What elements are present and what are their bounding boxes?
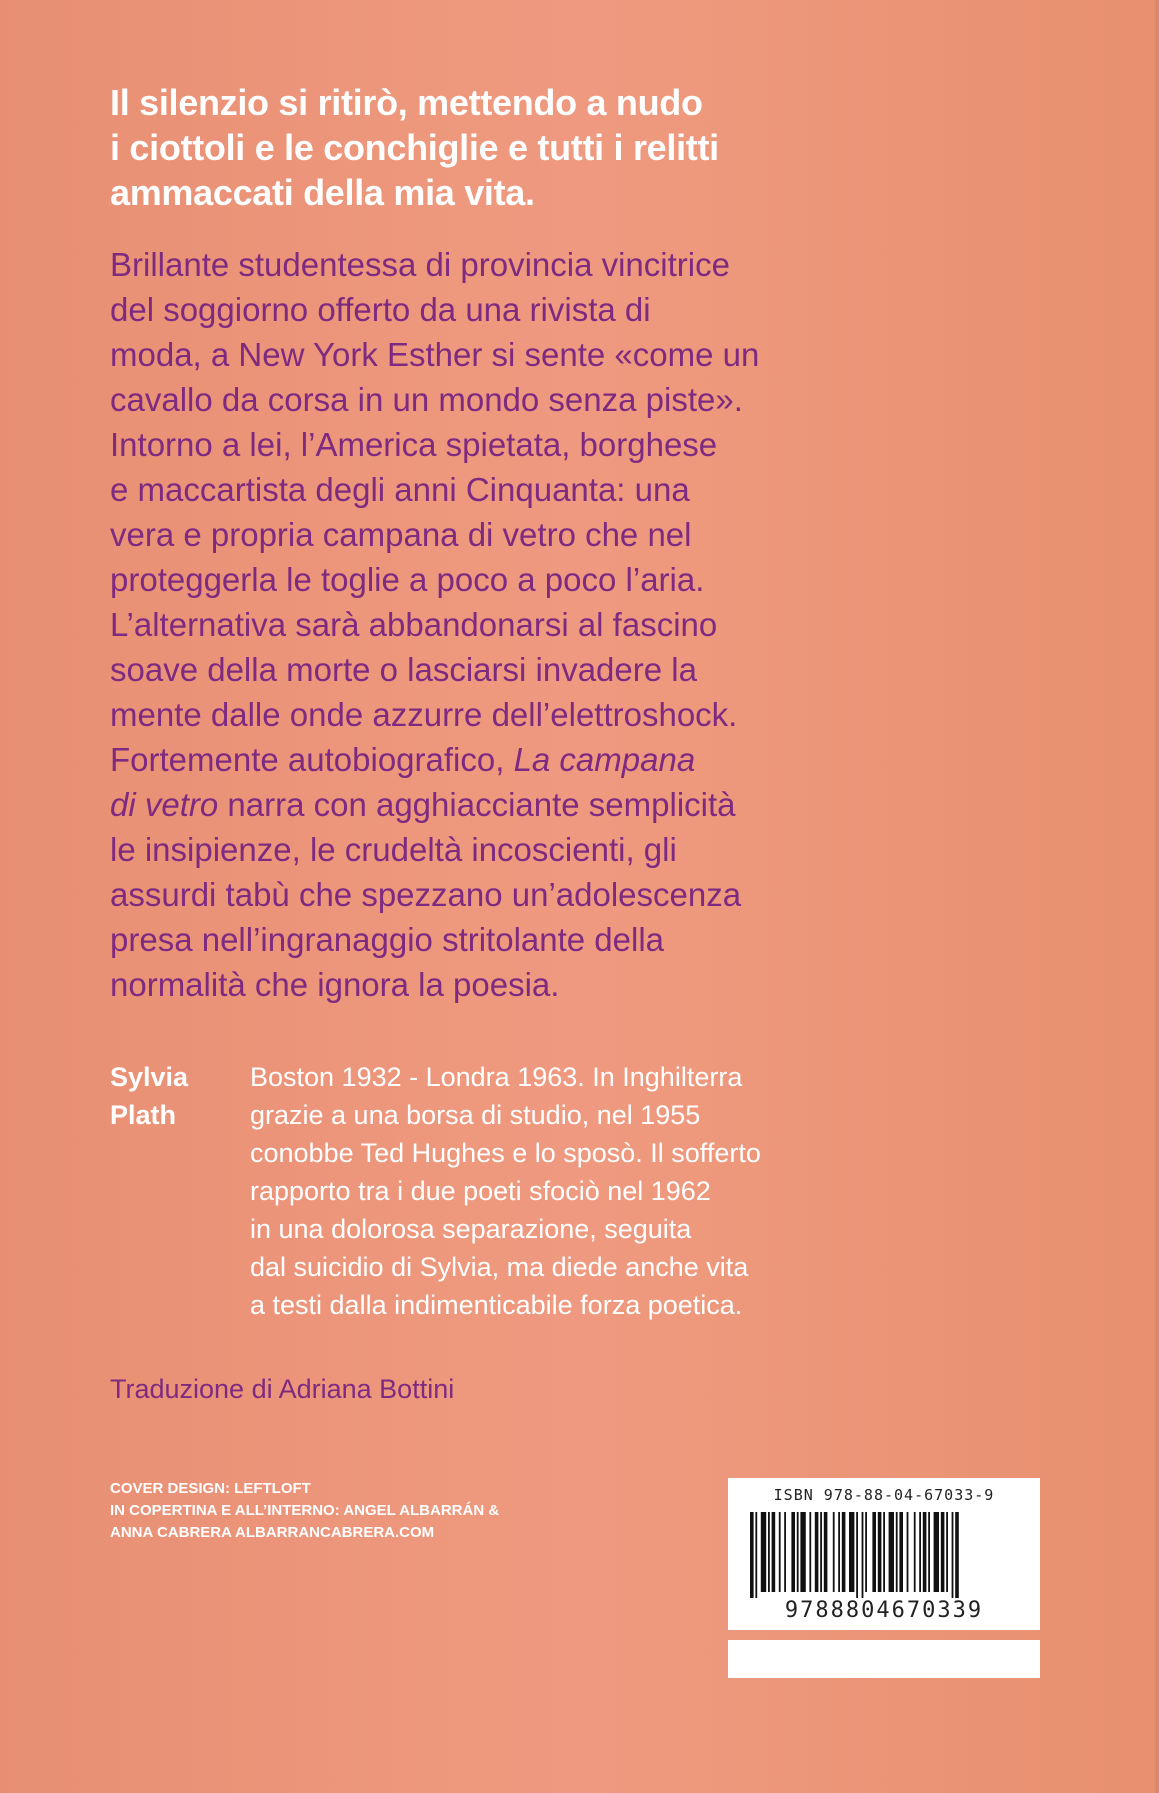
barcode-bar bbox=[865, 1512, 867, 1592]
blurb-line: Intorno a lei, l’America spietata, borghese bbox=[110, 426, 718, 463]
author-name bbox=[110, 1058, 240, 1134]
barcode-bar bbox=[862, 1512, 864, 1598]
barcode-bar bbox=[842, 1512, 846, 1592]
blurb-line: vera e propria campana di vetro che nel bbox=[110, 516, 692, 553]
barcode-bar bbox=[824, 1512, 828, 1592]
barcode-bar bbox=[934, 1512, 939, 1592]
barcode-bar bbox=[896, 1512, 898, 1592]
blurb-line bbox=[110, 737, 1110, 782]
bio-line: grazie a una borsa di studio, nel 1955 bbox=[250, 1100, 701, 1130]
pull-quote bbox=[110, 80, 1090, 215]
barcode-bar bbox=[883, 1512, 885, 1592]
barcode-bar bbox=[899, 1512, 903, 1592]
author-last-name: Plath bbox=[110, 1100, 177, 1130]
quote-line: i ciottoli e le conchiglie e tutti i relitti bbox=[110, 127, 719, 168]
bio-line: in una dolorosa separazione, seguita bbox=[250, 1214, 692, 1244]
barcode-bar bbox=[889, 1512, 894, 1592]
blurb-line: L’alternativa sarà abbandonarsi al fascino bbox=[110, 606, 718, 643]
barcode-bar bbox=[800, 1512, 805, 1592]
blurb-line: del soggiorno offerto da una rivista di bbox=[110, 291, 651, 328]
isbn-label: ISBN 978-88-04-67033-9 bbox=[773, 1486, 995, 1504]
blurb-line: soave della morte o lasciarsi invadere la bbox=[110, 651, 697, 688]
blurb-line: proteggerla le toglie a poco a poco l’aria. bbox=[110, 561, 705, 598]
barcode-bar bbox=[955, 1512, 959, 1598]
barcode-bar bbox=[809, 1512, 811, 1592]
credit-line: IN COPERTINA E ALL’INTERNO: ANGEL ALBARRÁN & bbox=[110, 1502, 500, 1519]
barcode-bar bbox=[946, 1512, 948, 1592]
barcode-bar bbox=[838, 1512, 840, 1592]
blurb-line: e maccartista degli anni Cinquanta: una bbox=[110, 471, 690, 508]
barcode-bar bbox=[919, 1512, 921, 1592]
translation-credit: Traduzione di Adriana Bottini bbox=[110, 1374, 455, 1404]
blurb-line: normalità che ignora la poesia. bbox=[110, 966, 560, 1003]
barcode-bar bbox=[849, 1512, 854, 1592]
cover-edge bbox=[1155, 0, 1159, 1793]
barcode-bar bbox=[768, 1512, 770, 1592]
barcode-bar bbox=[952, 1512, 954, 1598]
credit-line: ANNA CABRERA ALBARRANCABRERA.COM bbox=[110, 1524, 435, 1541]
bio-line: a testi dalla indimenticabile forza poetica. bbox=[250, 1290, 743, 1320]
blurb-line bbox=[110, 782, 1110, 827]
blurb-line: assurdi tabù che spezzano un’adolescenza bbox=[110, 876, 742, 913]
blurb-line: moda, a New York Esther si sente «come un bbox=[110, 336, 760, 373]
barcode-bar bbox=[923, 1512, 927, 1592]
barcode-bar bbox=[914, 1512, 916, 1592]
barcode-bar bbox=[833, 1512, 835, 1592]
barcode-bar bbox=[755, 1512, 757, 1598]
design-credits bbox=[110, 1478, 499, 1544]
barcode-bar bbox=[750, 1512, 754, 1598]
barcode-bar bbox=[820, 1512, 822, 1592]
barcode-bar bbox=[878, 1512, 882, 1592]
barcode-bar bbox=[907, 1512, 909, 1592]
barcode-bar bbox=[872, 1512, 876, 1592]
book-title-italic: La campana bbox=[513, 741, 696, 778]
bio-line: rapporto tra i due poeti sfociò nel 1962 bbox=[250, 1176, 711, 1206]
barcode-bar bbox=[928, 1512, 930, 1592]
bio-line: conobbe Ted Hughes e lo sposò. Il sofferto bbox=[250, 1138, 761, 1168]
barcode-icon bbox=[748, 1512, 1020, 1598]
bio-line: Boston 1932 - Londra 1963. In Inghilterra bbox=[250, 1062, 743, 1092]
barcode-bar bbox=[941, 1512, 945, 1592]
book-title-italic: di vetro bbox=[110, 786, 219, 823]
blurb-line: presa nell’ingranaggio stritolante della bbox=[110, 921, 665, 958]
blurb-paragraph bbox=[110, 242, 1110, 1007]
barcode-bar bbox=[797, 1512, 799, 1592]
barcode-bar bbox=[779, 1512, 781, 1592]
barcode-box bbox=[728, 1478, 1040, 1630]
barcode-bar bbox=[791, 1512, 795, 1592]
barcode-bar bbox=[784, 1512, 786, 1592]
quote-line: Il silenzio si ritirò, mettendo a nudo bbox=[110, 82, 703, 123]
barcode-bar bbox=[761, 1512, 766, 1592]
blurb-line: le insipienze, le crudeltà incoscienti, gli bbox=[110, 831, 677, 868]
price-sticker-box bbox=[728, 1640, 1040, 1678]
blurb-line: Brillante studentessa di provincia vincitrice bbox=[110, 246, 730, 283]
quote-line: ammaccati della mia vita. bbox=[110, 172, 535, 213]
blurb-text: Fortemente autobiografico, bbox=[110, 741, 514, 778]
barcode-bar bbox=[856, 1512, 858, 1598]
author-first-name: Sylvia bbox=[110, 1062, 189, 1092]
blurb-line: mente dalle onde azzurre dell’elettroshock. bbox=[110, 696, 738, 733]
credit-line: COVER DESIGN: LEFTLOFT bbox=[110, 1480, 311, 1497]
barcode-digits: 9788804670339 bbox=[784, 1598, 984, 1623]
blurb-line: cavallo da corsa in un mondo senza piste». bbox=[110, 381, 743, 418]
barcode-bar bbox=[772, 1512, 776, 1592]
author-bio bbox=[250, 1058, 1130, 1324]
blurb-text: narra con agghiacciante semplicità bbox=[218, 786, 736, 823]
barcode-bar bbox=[815, 1512, 819, 1592]
bio-line: dal suicidio di Sylvia, ma diede anche vita bbox=[250, 1252, 749, 1282]
